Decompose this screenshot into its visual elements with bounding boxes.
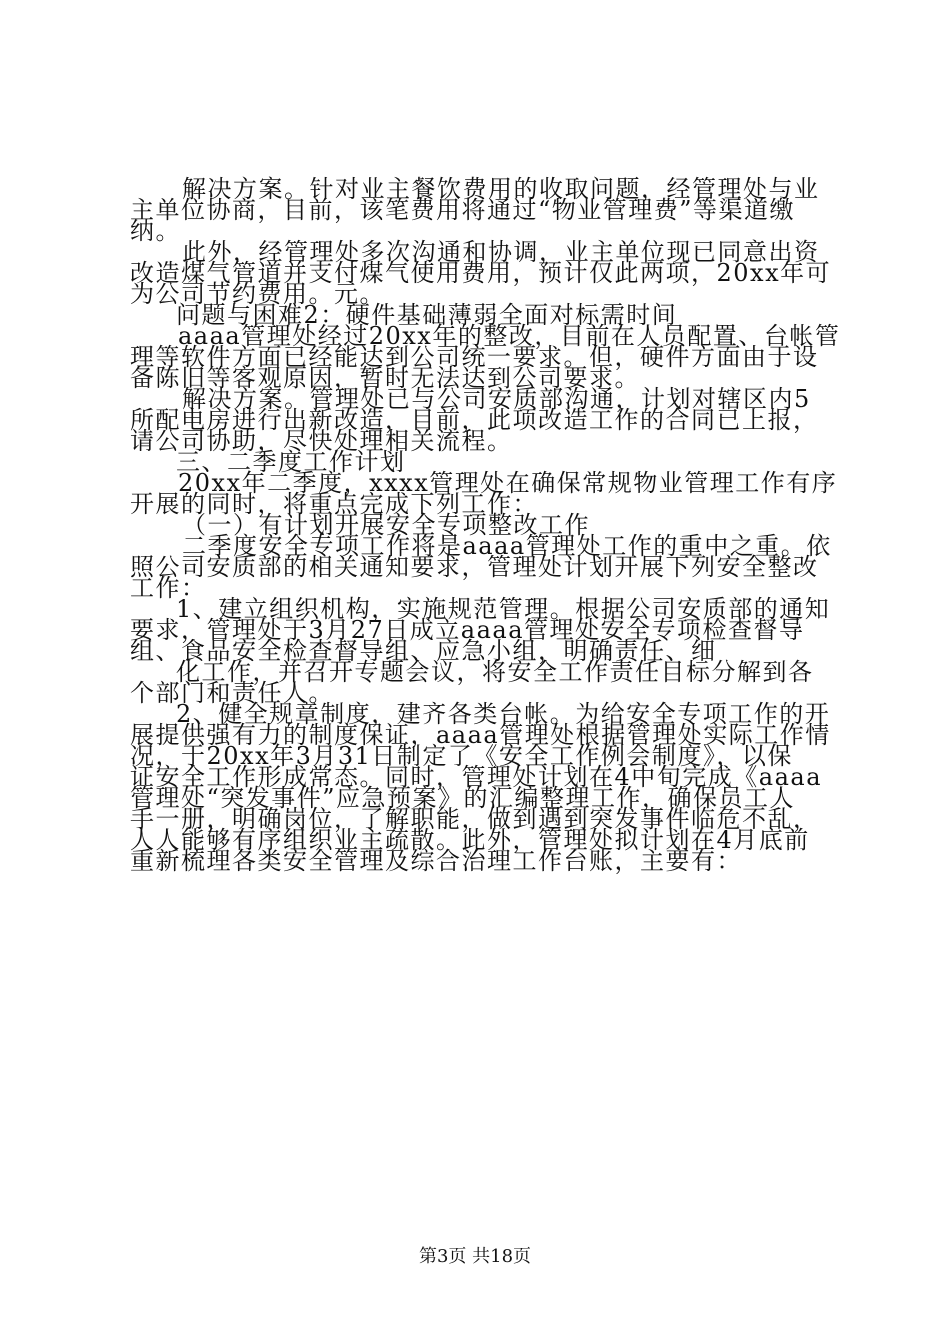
paragraph-line: 二季度安全专项工作将是aaaa管理处工作的重中之重。依 (182, 532, 832, 560)
paragraph-line: 照公司安质部的相关通知要求，管理处计划开展下列安全整改 (130, 553, 819, 581)
paragraph-line: 改造煤气管道并支付煤气使用费用，预计仅此两项，20xx年可 (130, 259, 832, 287)
paragraph-line: 要求，管理处于3月27日成立aaaa管理处安全专项检查督导 (130, 616, 805, 644)
paragraph-line: 2、健全规章制度，建齐各类台帐。为给安全专项工作的开 (176, 700, 831, 728)
paragraph-line: 20xx年二季度，xxxx管理处在确保常规物业管理工作有序 (178, 469, 838, 497)
paragraph-line: 人人能够有序组织业主疏散。此外，管理处拟计划在4月底前 (130, 826, 810, 854)
paragraph-line: 手一册，明确岗位，了解职能，做到遇到突发事件临危不乱， (130, 805, 819, 833)
paragraph-line: 解决方案。管理处已与公司安质部沟通，计划对辖区内5 (182, 385, 811, 413)
paragraph-line: 理等软件方面已经能达到公司统一要求。但，硬件方面由于设 (130, 343, 819, 371)
paragraph-line: 纳。 (130, 217, 181, 245)
paragraph-line: 重新梳理各类安全管理及综合治理工作台账，主要有： (130, 847, 742, 875)
paragraph-line: 证安全工作形成常态。同时，管理处计划在4中旬完成《aaaa (130, 763, 823, 791)
paragraph-line: 管理处“突发事件”应急预案》的汇编整理工作，确保员工人 (130, 784, 796, 812)
paragraph-line: 备陈旧等客观原因，暂时无法达到公司要求。 (130, 364, 640, 392)
paragraph-line: 况，于20xx年3月31日制定了《安全工作例会制度》，以保 (130, 742, 793, 770)
paragraph-line: 此外，经管理处多次沟通和协调，业主单位现已同意出资 (182, 238, 820, 266)
section-heading: 问题与困难2：硬件基础薄弱全面对标需时间 (176, 301, 678, 329)
page-footer: 第3页 共18页 (418, 1246, 532, 1267)
paragraph-line: 展提供强有力的制度保证，aaaa管理处根据管理处实际工作情 (130, 721, 831, 749)
paragraph-line: 解决方案。针对业主餐饮费用的收取问题，经管理处与业 (182, 175, 820, 203)
paragraph-line: 为公司节约费用。元。 (130, 280, 385, 308)
section-heading: 三、二季度工作计划 (176, 448, 406, 476)
paragraph-line: 化工作，并召开专题会议，将安全工作责任目标分解到各 (176, 658, 814, 686)
paragraph-line: 组、食品安全检查督导组、应急小组，明确责任、细 (130, 637, 717, 665)
paragraph-line: 所配电房进行出新改造，目前，此项改造工作的合同已上报， (130, 406, 819, 434)
paragraph-line: 请公司协助，尽快处理相关流程。 (130, 427, 513, 455)
paragraph-line: 主单位协商，目前，该笔费用将通过“物业管理费”等渠道缴 (130, 196, 796, 224)
subsection-heading: （一）有计划开展安全专项整改工作 (182, 511, 590, 539)
paragraph-line: 个部门和责任人。 (130, 679, 334, 707)
paragraph-line: 开展的同时，将重点完成下列工作： (130, 490, 538, 518)
paragraph-line: 工作： (130, 574, 207, 602)
paragraph-line: aaaa管理处经过20xx年的整改，目前在人员配置、台帐管 (178, 322, 841, 350)
paragraph-line: 1、建立组织机构，实施规范管理。根据公司安质部的通知 (176, 595, 831, 623)
